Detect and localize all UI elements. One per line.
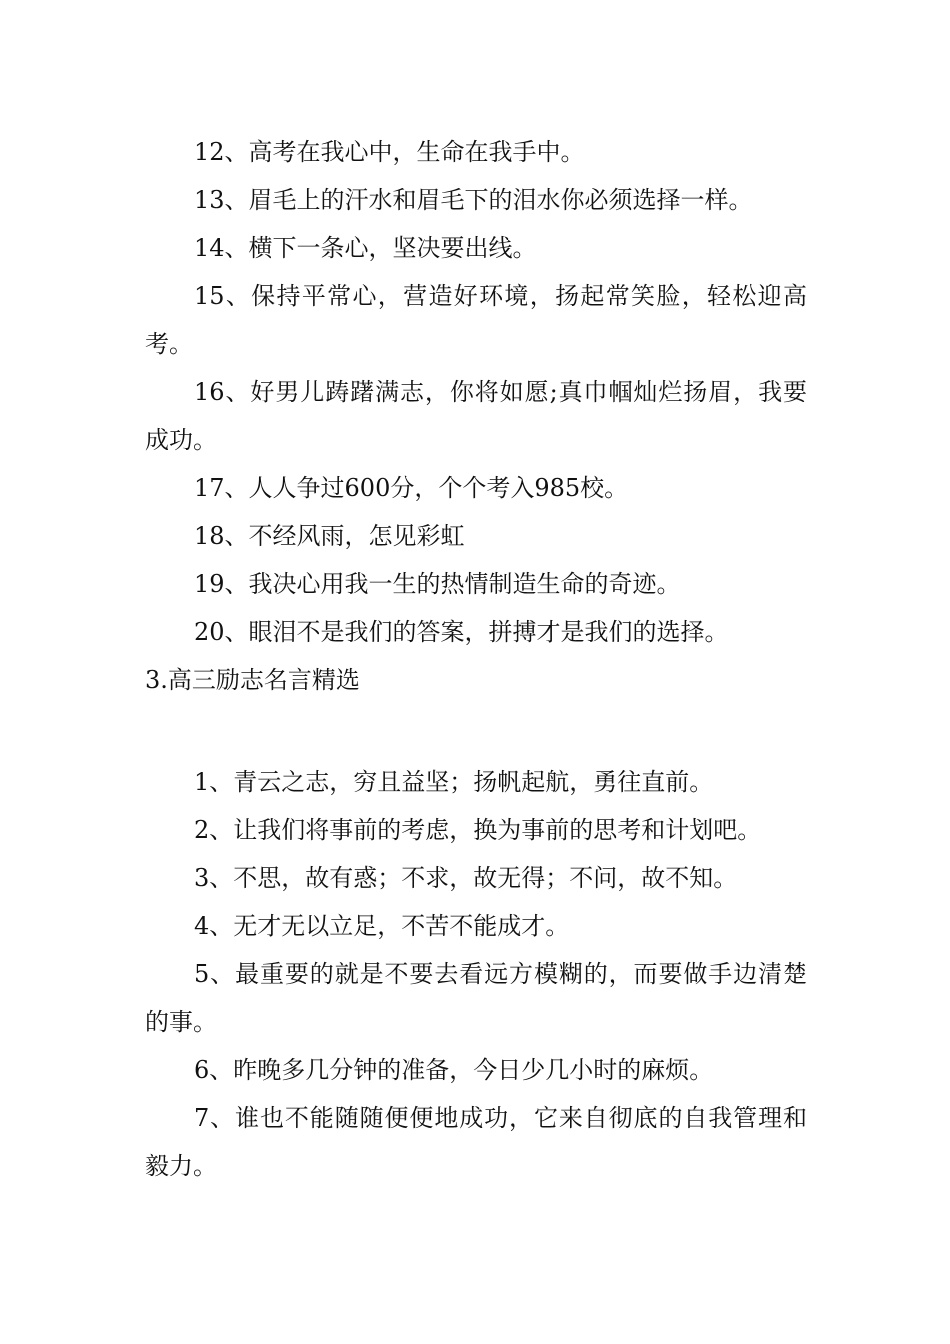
list-item-17: 17、人人争过600分，个个考入985校。 [194, 474, 629, 502]
document-body [145, 128, 807, 1190]
list-item-5: 5、最重要的就是不要去看远方模糊的，而要做手边清楚的事。 [145, 960, 807, 1036]
list-item-19: 19、我决心用我一生的热情制造生命的奇迹。 [194, 570, 681, 598]
blank-line [145, 704, 807, 758]
list-item-14: 14、横下一条心，坚决要出线。 [194, 234, 537, 262]
list-item-20: 20、眼泪不是我们的答案，拼搏才是我们的选择。 [194, 618, 729, 646]
list-item-1: 1、青云之志，穷且益坚；扬帆起航，勇往直前。 [194, 768, 714, 796]
list-item-2: 2、让我们将事前的考虑，换为事前的思考和计划吧。 [194, 816, 762, 844]
section-heading: 3.高三励志名言精选 [145, 666, 360, 694]
list-item-6: 6、昨晚多几分钟的准备，今日少几小时的麻烦。 [194, 1056, 714, 1084]
list-item-18: 18、不经风雨，怎见彩虹 [194, 522, 465, 550]
list-item-15: 15、保持平常心，营造好环境，扬起常笑脸，轻松迎高考。 [145, 282, 807, 358]
list-item-3: 3、不思，故有惑；不求，故无得；不问，故不知。 [194, 864, 738, 892]
list-item-16: 16、好男儿踌躇满志，你将如愿;真巾帼灿烂扬眉，我要成功。 [145, 378, 807, 454]
list-item-12: 12、高考在我心中，生命在我手中。 [194, 138, 585, 166]
list-item-7: 7、谁也不能随随便便地成功，它来自彻底的自我管理和毅力。 [145, 1104, 807, 1180]
list-item-13: 13、眉毛上的汗水和眉毛下的泪水你必须选择一样。 [194, 186, 753, 214]
list-item-4: 4、无才无以立足，不苦不能成才。 [194, 912, 570, 940]
